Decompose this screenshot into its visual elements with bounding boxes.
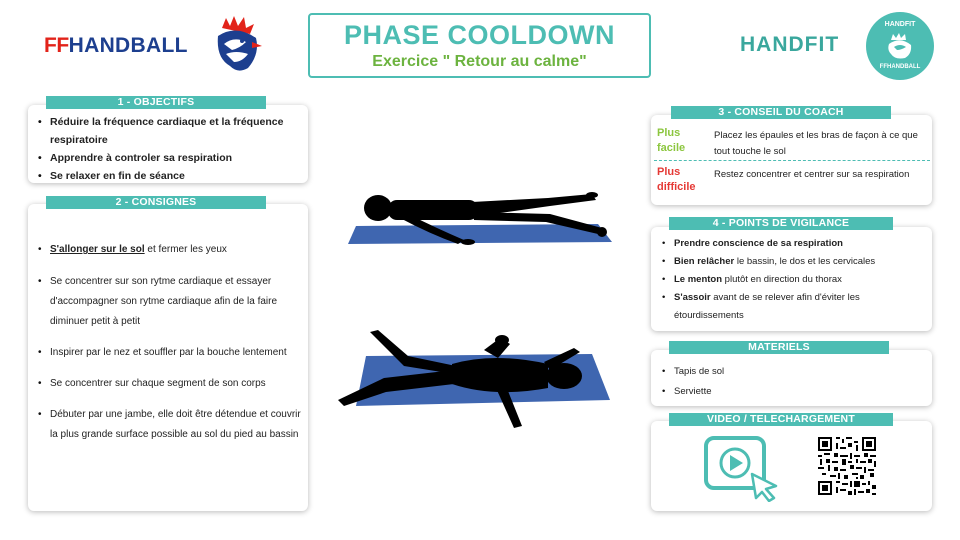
vigilance-list [660, 235, 928, 325]
ff-letters: FF [44, 34, 69, 57]
title-box [308, 13, 651, 78]
vigilance-bold: S'assoir [674, 292, 711, 303]
list-item: • Débuter par une jambe, elle doit être détendue et couvrir la plus grande surface possible au sol du pied au bassin [36, 405, 302, 445]
list-item [36, 240, 302, 260]
objectifs-tab: 1 - OBJECTIFS [46, 96, 266, 109]
rooster-logo-icon [208, 14, 264, 76]
list-item [660, 271, 928, 289]
qr-code[interactable] [818, 437, 876, 495]
vigilance-bold: Le menton [674, 274, 723, 285]
list-item [660, 235, 928, 253]
materiels-list [660, 362, 920, 402]
list-item: • Se concentrer sur son rytme cardiaque et essayer d'accompagner son rytme cardiaque afin de la faire diminuer petit à petit [36, 272, 302, 332]
video-card [651, 421, 932, 511]
consignes-list [36, 240, 302, 445]
vigilance-rest: le bassin, le dos et les cervicales [734, 256, 876, 267]
list-item: • Inspirer par le nez et souffler par la bouche lentement [36, 343, 302, 363]
vigilance-rest: plutôt en direction du thorax [722, 274, 842, 285]
easy-label: Plus facile [657, 127, 686, 154]
consigne-bold: S'allonger sur le sol [50, 244, 145, 255]
list-item [660, 289, 928, 325]
easy-text: Placez les épaules et les bras de façon à ce que tout touche le sol [714, 130, 918, 157]
consignes-tab: 2 - CONSIGNES [46, 196, 266, 209]
conseil-divider [654, 160, 930, 161]
video-tab: VIDEO / TELECHARGEMENT [669, 413, 893, 426]
conseil-tab: 3 - CONSEIL DU COACH [671, 106, 891, 119]
list-item: • Réduire la fréquence cardiaque et la fréquence respiratoire [36, 113, 302, 149]
list-item: • Se relaxer en fin de séance [36, 167, 302, 185]
badge-rooster-icon [885, 32, 915, 60]
list-item: • Apprendre à controler sa respiration [36, 149, 302, 167]
vigilance-tab: 4 - POINTS DE VIGILANCE [669, 217, 893, 230]
page-subtitle: Exercice " Retour au calme" [372, 53, 587, 70]
hard-label: Plus difficile [657, 166, 696, 193]
lying-figure-side-image [340, 186, 620, 256]
badge-bottom-text: FFHANDBALL [879, 64, 921, 70]
vigilance-bold: Bien relâcher [674, 256, 735, 267]
list-item: • Se concentrer sur chaque segment de son corps [36, 374, 302, 394]
materiels-tab: MATERIELS [669, 341, 889, 354]
handfit-badge [866, 12, 934, 80]
vigilance-rest: avant de se relever afin d'éviter les étourdissements [674, 292, 860, 321]
list-item: • Serviette [660, 382, 920, 402]
badge-top-text: HANDFIT [884, 21, 916, 28]
list-item: • Tapis de sol [660, 362, 920, 382]
objectifs-list [36, 113, 302, 185]
lying-figure-top-image [334, 326, 620, 438]
page-title: PHASE COOLDOWN [343, 20, 615, 50]
vigilance-bold: Prendre conscience de sa respiration [674, 238, 843, 249]
hard-text: Restez concentrer et centrer sur sa respiration [714, 169, 910, 180]
handfit-wordmark: HANDFIT [740, 33, 840, 56]
list-item [660, 253, 928, 271]
consigne-rest: et fermer les yeux [144, 244, 227, 255]
play-video-icon[interactable] [704, 436, 778, 502]
ffhandball-logo [44, 34, 188, 60]
handball-word: HANDBALL [68, 34, 188, 57]
